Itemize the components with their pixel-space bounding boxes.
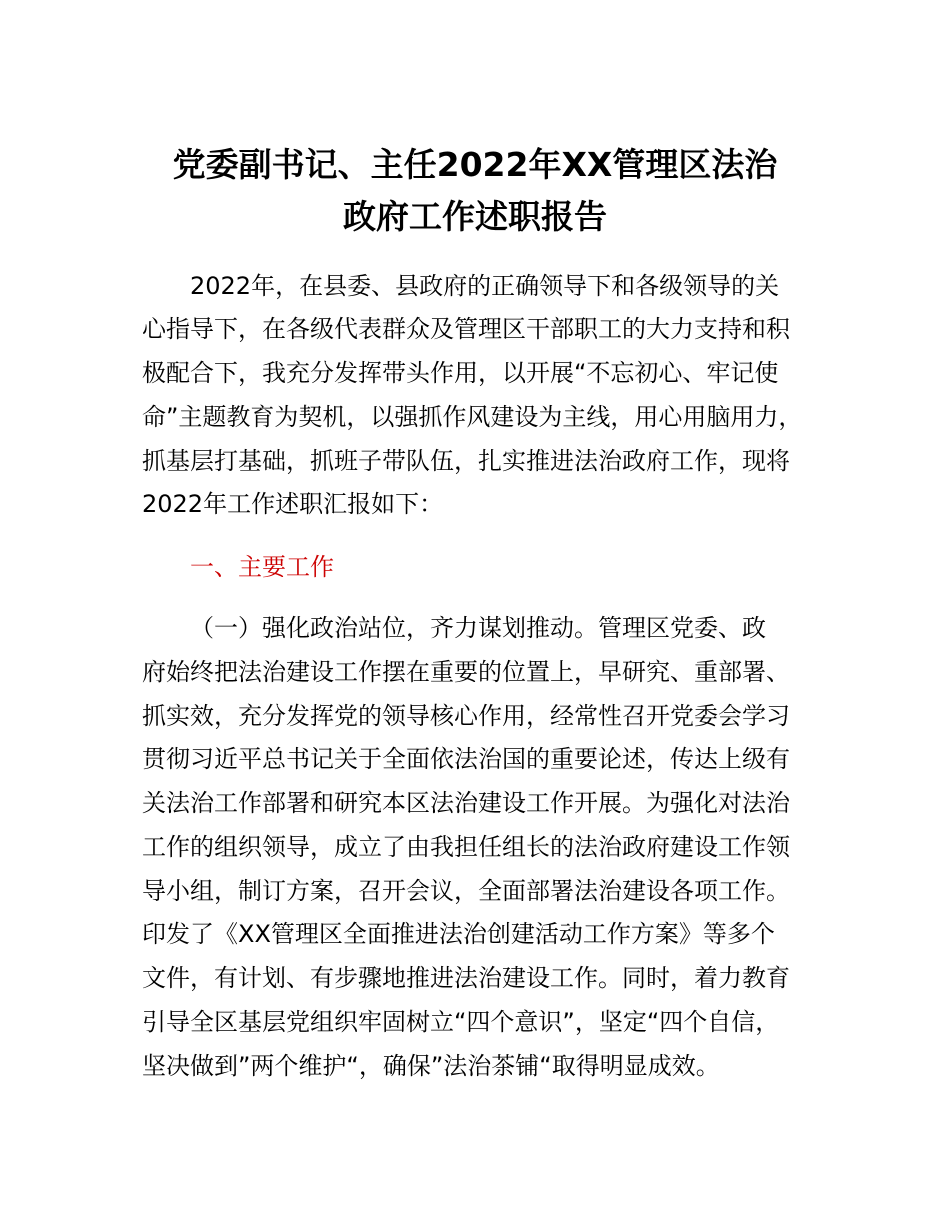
section1-line-6: 工作的组织领导，成立了由我担任组长的法治政府建设工作领	[142, 833, 790, 861]
section1-line-2: 府始终把法治建设工作摆在重要的位置上，早研究、重部署、	[142, 658, 790, 686]
intro-line-3: 极配合下，我充分发挥带头作用，以开展“不忘初心、牢记使	[142, 359, 779, 387]
section1-line-11: 坚决做到”两个维护“，确保”法治茶铺“取得明显成效。	[142, 1052, 720, 1080]
section1-line-9: 文件，有计划、有步骤地推进法治建设工作。同时，着力教育	[142, 964, 790, 992]
section1-line-3: 抓实效，充分发挥党的领导核心作用，经常性召开党委会学习	[142, 702, 790, 730]
section1-line-10: 引导全区基层党组织牢固树立“四个意识”，坚定“四个自信，	[142, 1008, 780, 1036]
section1-line-1: （一）强化政治站位，齐力谋划推动。管理区党委、政	[190, 614, 766, 642]
section1-line-7: 导小组，制订方案，召开会议，全面部署法治建设各项工作。	[142, 877, 790, 905]
intro-line-6: 2022年工作述职汇报如下：	[142, 490, 444, 518]
document-title-line-1: 党委副书记、主任2022年XX管理区法治	[172, 145, 778, 184]
section1-line-8: 印发了《XX管理区全面推进法治创建活动工作方案》等多个	[142, 920, 775, 948]
section1-line-5: 关法治工作部署和研究本区法治建设工作开展。为强化对法治	[142, 789, 790, 817]
section-heading: 一、主要工作	[190, 553, 334, 581]
intro-line-4: 命”主题教育为契机，以强抓作风建设为主线，用心用脑用力，	[142, 403, 803, 431]
intro-line-5: 抓基层打基础，抓班子带队伍，扎实推进法治政府工作，现将	[142, 447, 790, 475]
document-title-line-2: 政府工作述职报告	[343, 197, 607, 236]
intro-line-2: 心指导下，在各级代表群众及管理区干部职工的大力支持和积	[142, 315, 790, 343]
intro-line-1: 2022年，在县委、县政府的正确领导下和各级领导的关	[190, 272, 780, 300]
section1-line-4: 贯彻习近平总书记关于全面依法治国的重要论述，传达上级有	[142, 745, 790, 773]
